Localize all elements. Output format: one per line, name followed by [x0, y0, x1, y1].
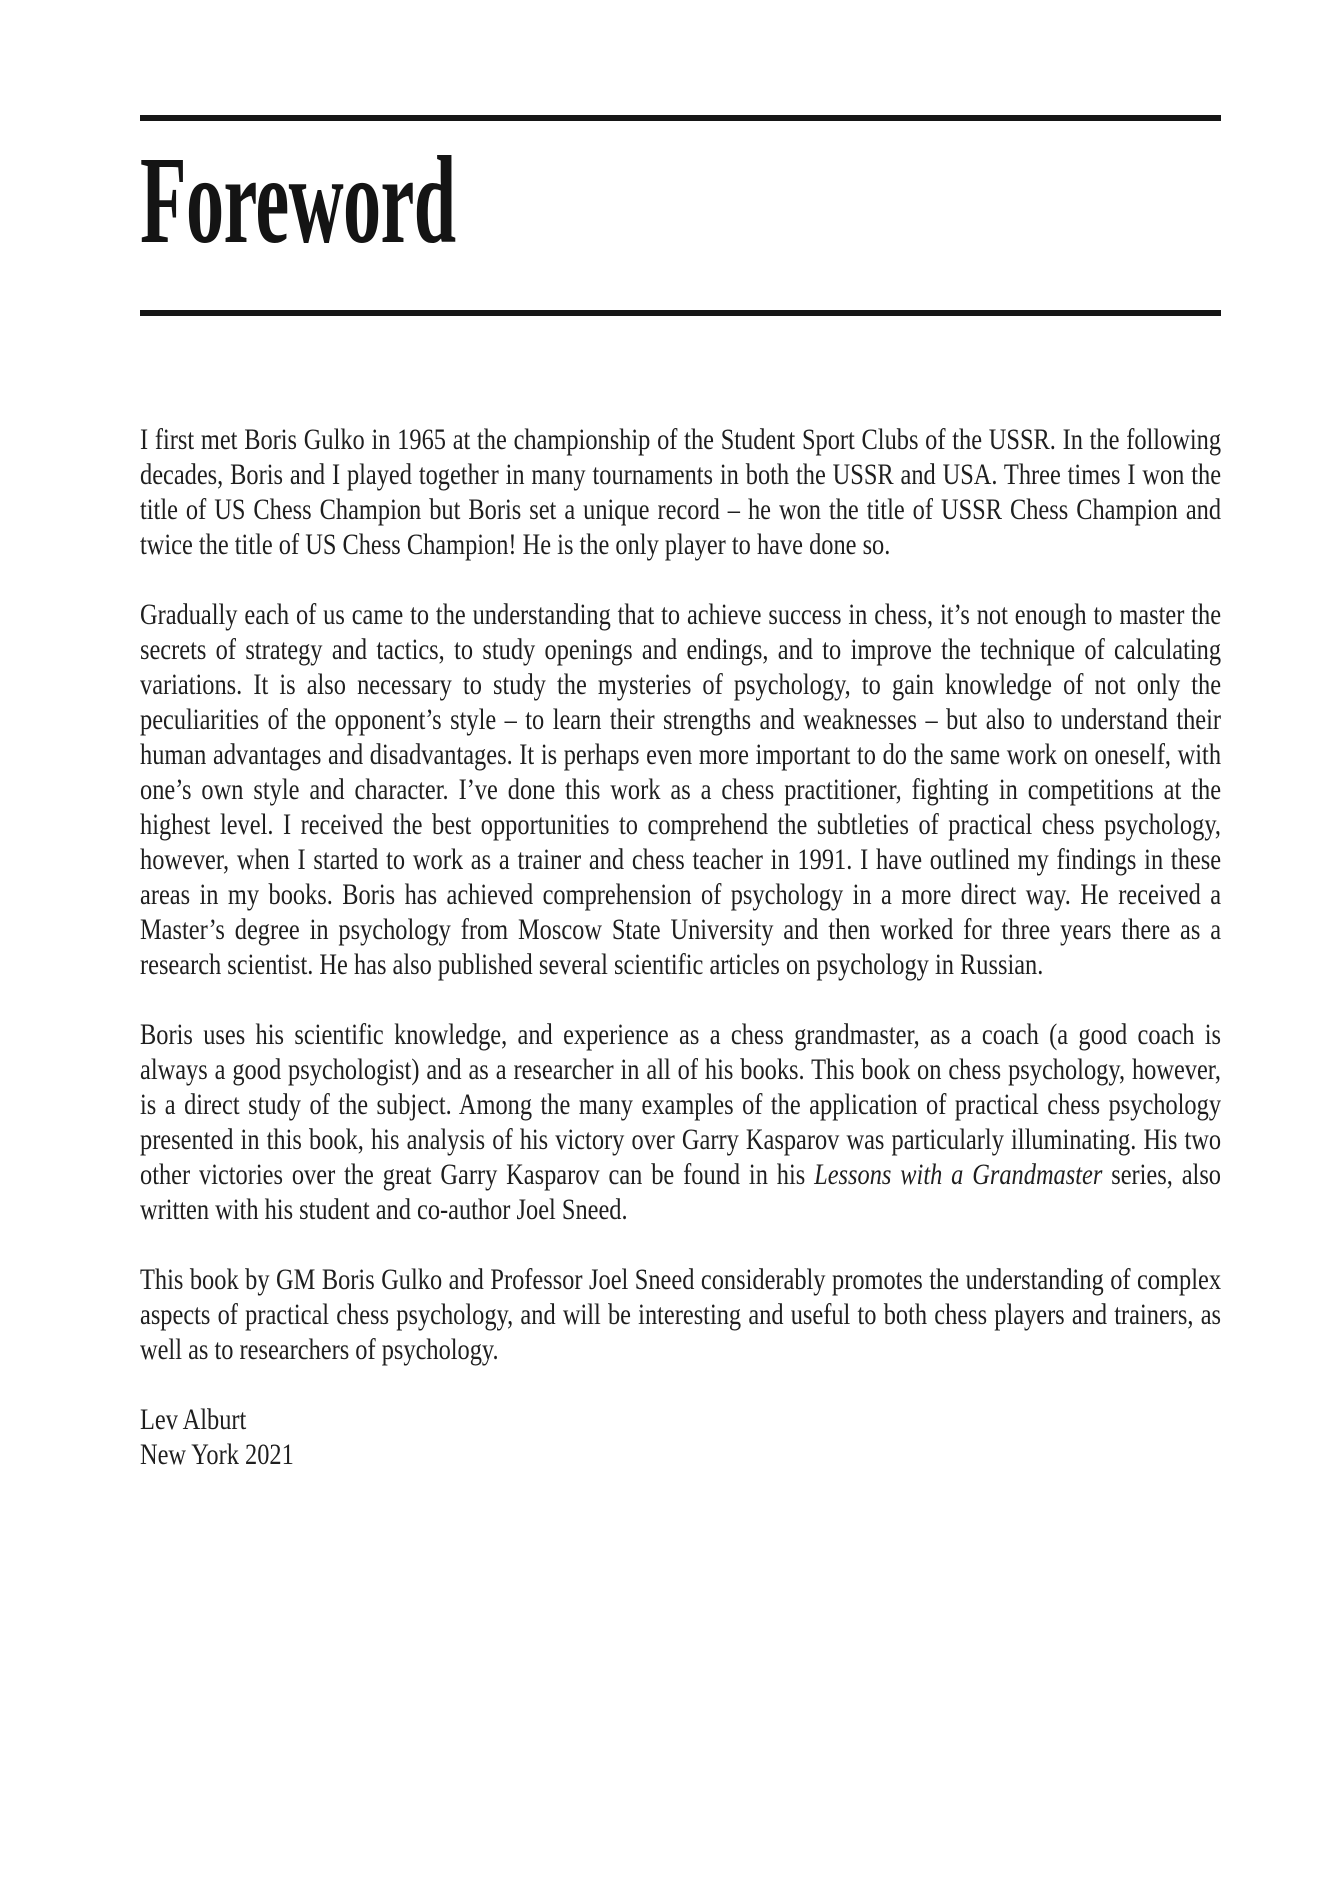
foreword-paragraph-4: This book by GM Boris Gulko and Professor Joel Sneed considerably promotes the understanding of complex aspects of practical chess psychology, and will be interesting and useful to both chess players and trainers, as well as to researchers of psychology.	[140, 1263, 1222, 1366]
signature-place-year: New York 2021	[140, 1438, 294, 1471]
signature	[140, 1402, 1221, 1472]
paragraph-3-text-after: series, also written with his student and co-author Joel Sneed.	[140, 1158, 1222, 1226]
foreword-paragraph-2: Gradually each of us came to the understanding that to achieve success in chess, it’s not enough to master the secrets of strategy and tactics, to study openings and endings, and to improve the technique of calculating variations. It is also necessary to study the mysteries of psychology, to gain knowledge of not only the peculiarities of the opponent’s style – to learn their strengths and weaknesses – but also to understand their human advantages and disadvantages. It is perhaps even more important to do the same work on oneself, with one’s own style and character. I’ve done this work as a chess practitioner, fighting in competitions at the highest level. I received the best opportunities to comprehend the subtleties of practical chess psychology, however, when I started to work as a trainer and chess teacher in 1991. I have outlined my findings in these areas in my books. Boris has achieved comprehension of psychology in a more direct way. He received a Master’s degree in psychology from Moscow State University and then worked for three years there as a research scientist. He has also published several scientific articles on psychology in Russian.	[140, 598, 1222, 981]
foreword-paragraph-3	[140, 1017, 1221, 1227]
title-rule-bottom	[140, 310, 1221, 316]
foreword-body	[140, 422, 1221, 1472]
page-content-column	[140, 0, 1221, 1472]
signature-name: Lev Alburt	[140, 1403, 247, 1436]
page-title: Foreword	[140, 132, 456, 270]
paragraph-3-text-before: Boris uses his scientific knowledge, and experience as a chess grandmaster, as a coach (a good coach is always a good psychologist) and as a researcher in all of his books. This book on chess psychology, however, is a direct study of the subject. Among the many examples of the application of practical chess psychology presented in this book, his analysis of his victory over Garry Kasparov was particularly illuminating. His two other victories over the great Garry Kasparov can be found in his	[140, 1018, 1222, 1191]
title-rule-top	[140, 115, 1221, 121]
book-series-title-italic: Lessons with a Grandmaster	[814, 1158, 1103, 1191]
foreword-paragraph-1: I first met Boris Gulko in 1965 at the championship of the Student Sport Clubs of the USSR. In the following decades, Boris and I played together in many tournaments in both the USSR and USA. Three times I won the title of US Chess Champion but Boris set a unique record – he won the title of USSR Chess Champion and twice the title of US Chess Champion! He is the only player to have done so.	[140, 423, 1222, 561]
